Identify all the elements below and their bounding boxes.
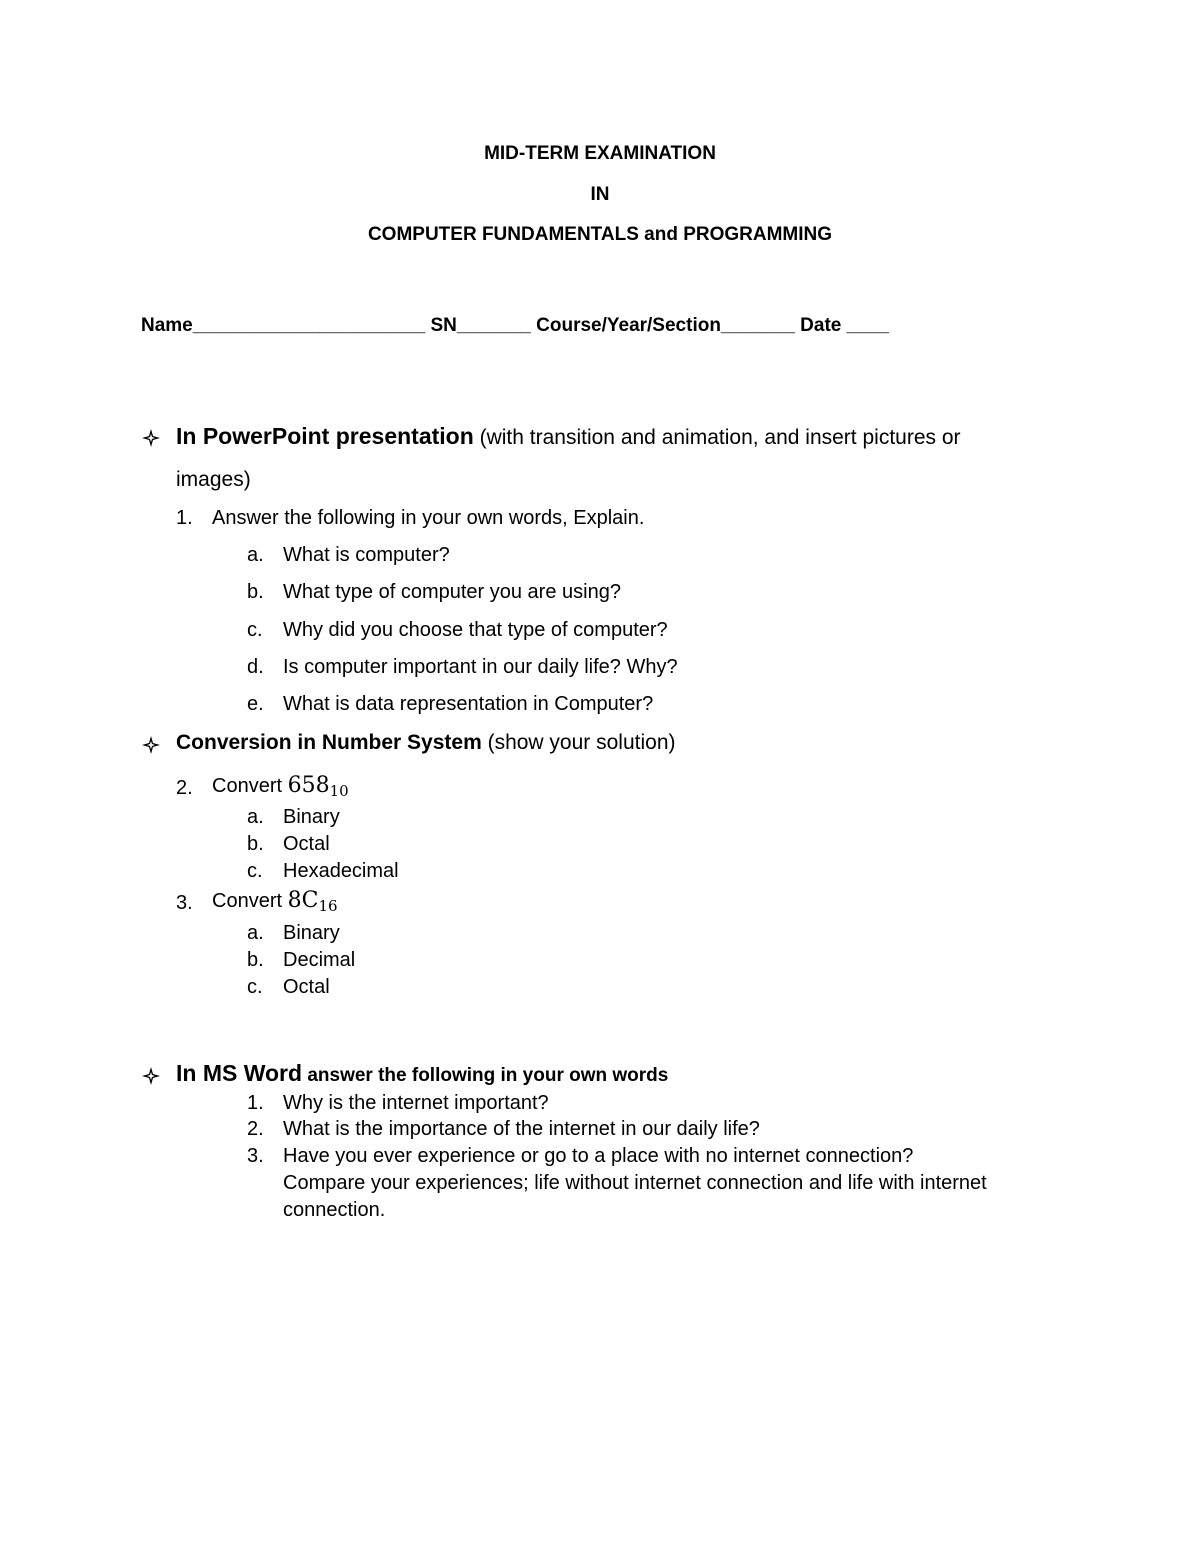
q1-item-label: b.: [247, 581, 264, 603]
section-conversion-heading: [176, 731, 676, 755]
q3-base-subscript: 16: [318, 897, 338, 915]
q2-item-text: Binary: [283, 806, 340, 828]
section-msword-heading: [176, 1060, 668, 1087]
q1-item-text: What is data representation in Computer?: [283, 693, 654, 715]
q3-item-label: c.: [247, 976, 263, 998]
q2-item-label: b.: [247, 833, 264, 855]
q1-item-text: What is computer?: [283, 544, 450, 566]
word-item-label: 3.: [247, 1145, 264, 1167]
q2-number-value: [288, 773, 349, 798]
q2-number: 2.: [176, 777, 193, 799]
exam-title-in: IN: [590, 184, 610, 205]
q3-number-value: [288, 888, 338, 913]
section-powerpoint-cont: images): [176, 468, 251, 491]
q2-base-subscript: 10: [329, 782, 349, 800]
section-powerpoint-bold: In PowerPoint presentation: [176, 423, 474, 449]
word-item-label: 1.: [247, 1092, 264, 1114]
q2-item-label: a.: [247, 806, 264, 828]
exam-subject: COMPUTER FUNDAMENTALS and PROGRAMMING: [367, 224, 833, 245]
q3-item-text: Octal: [283, 976, 330, 998]
section-conversion-rest: (show your solution): [481, 731, 676, 754]
diamond-bullet-icon: [141, 428, 161, 448]
section-conversion-bold: Conversion in Number System: [176, 731, 482, 754]
q2-item-label: c.: [247, 860, 263, 882]
word-item-text-cont: Compare your experiences; life without internet connection and life with internet: [283, 1172, 987, 1194]
q1-item-label: d.: [247, 656, 264, 678]
q3-base: 8C: [287, 888, 319, 913]
q3-item-label: b.: [247, 949, 264, 971]
q1-item-text: What type of computer you are using?: [283, 581, 621, 603]
word-item-label: 2.: [247, 1118, 264, 1140]
exam-title: MID-TERM EXAMINATION: [484, 143, 716, 164]
section-msword-rest: answer the following in your own words: [302, 1065, 669, 1086]
section-msword-bold: In MS Word: [176, 1060, 303, 1086]
q1-number: 1.: [176, 507, 193, 529]
q3-text: Convert: [212, 890, 288, 912]
q1-item-text: Is computer important in our daily life? Why?: [283, 656, 678, 678]
word-item-text: Have you ever experience or go to a place with no internet connection?: [283, 1145, 914, 1167]
q2-item-text: Octal: [283, 833, 330, 855]
q3-number: 3.: [176, 892, 193, 914]
student-info-fields: Name______________________ SN_______ Course/Year/Section_______ Date ____: [141, 315, 889, 336]
section-powerpoint-heading: [176, 423, 961, 450]
q1-text: Answer the following in your own words, Explain.: [212, 507, 645, 529]
word-item-text: What is the importance of the internet in our daily life?: [283, 1118, 760, 1140]
q3-line: [212, 888, 338, 915]
diamond-bullet-icon: [141, 1066, 161, 1086]
q2-text: Convert: [212, 775, 288, 797]
q1-item-text: Why did you choose that type of computer?: [283, 619, 668, 641]
q2-base: 658: [287, 773, 330, 798]
word-item-text-cont: connection.: [283, 1199, 386, 1221]
q3-item-label: a.: [247, 922, 264, 944]
q2-item-text: Hexadecimal: [283, 860, 399, 882]
section-powerpoint-rest: (with transition and animation, and insert pictures or: [473, 426, 961, 449]
diamond-bullet-icon: [141, 735, 161, 755]
q1-item-label: a.: [247, 544, 264, 566]
word-item-text: Why is the internet important?: [283, 1092, 549, 1114]
q2-line: [212, 773, 349, 800]
q3-item-text: Decimal: [283, 949, 356, 971]
q1-item-label: c.: [247, 619, 263, 641]
q3-item-text: Binary: [283, 922, 340, 944]
q1-item-label: e.: [247, 693, 264, 715]
